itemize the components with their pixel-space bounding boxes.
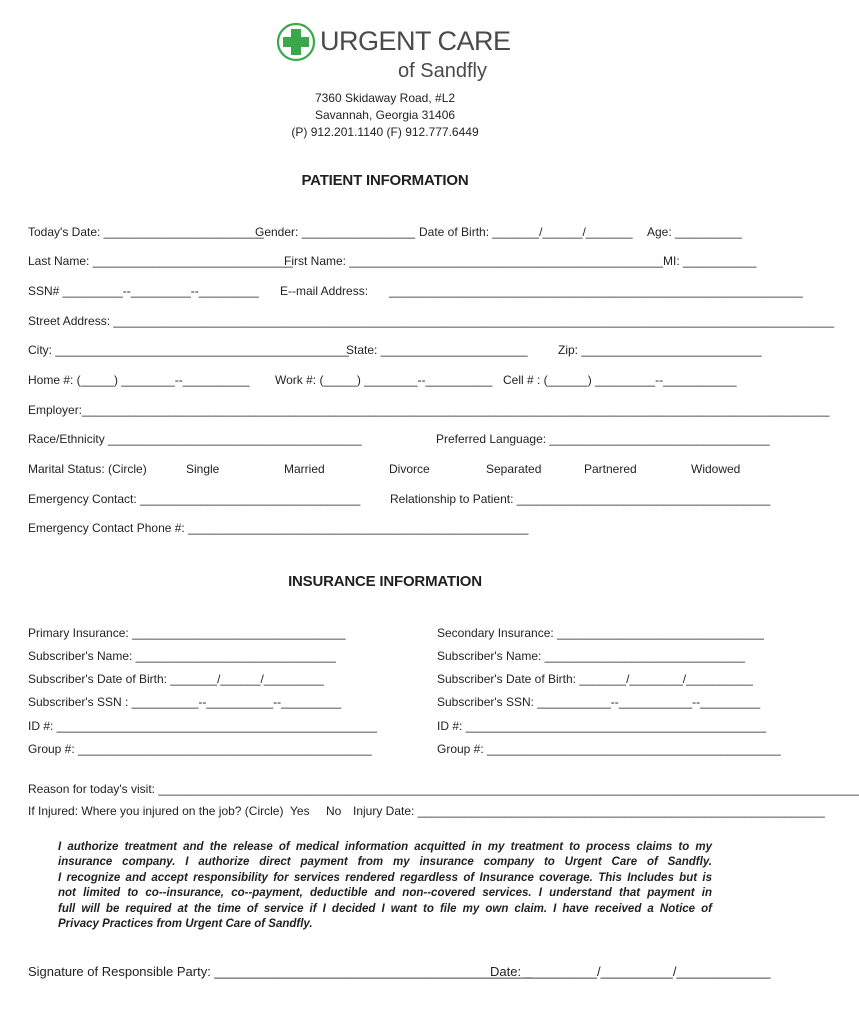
signature-date-field[interactable]: Date: __________/__________/_____________ <box>490 964 771 979</box>
race-ethnicity-field[interactable]: Race/Ethnicity ______________________________________ <box>28 432 362 446</box>
primary-insurance-field[interactable]: Primary Insurance: ________________________________ <box>28 626 346 640</box>
marital-option-separated[interactable]: Separated <box>486 462 542 476</box>
email-field[interactable]: ______________________________________________________________ <box>389 284 803 298</box>
age-field[interactable]: Age: __________ <box>647 225 742 239</box>
marital-option-partnered[interactable]: Partnered <box>584 462 637 476</box>
city-field[interactable]: City: ____________________________________________ <box>28 343 349 357</box>
row-ssn-email <box>28 284 803 300</box>
primary-subscriber-dob-field[interactable]: Subscriber's Date of Birth: _______/______/_________ <box>28 672 324 686</box>
secondary-subscriber-name-field[interactable]: Subscriber's Name: ______________________________ <box>437 649 745 663</box>
work-phone-field[interactable]: Work #: (_____) ________--__________ <box>275 373 493 387</box>
cell-phone-field[interactable]: Cell # : (______) _________--___________ <box>503 373 737 387</box>
row-street <box>28 314 835 330</box>
row-date-gender <box>28 225 742 241</box>
last-name-field[interactable]: Last Name: ______________________________ <box>28 254 293 268</box>
logo-main-text: URGENT CARE <box>320 26 511 56</box>
primary-subscriber-name-field[interactable]: Subscriber's Name: ______________________________ <box>28 649 336 663</box>
todays-date-field[interactable]: Today's Date: ________________________ <box>28 225 264 239</box>
row-marital-status <box>28 462 742 478</box>
employer-field[interactable]: Employer:________________________________________________________________________________________________________________ <box>28 403 830 417</box>
state-field[interactable]: State: ______________________ <box>346 343 528 357</box>
ssn-field[interactable]: SSN# _________--_________--_________ <box>28 284 259 298</box>
relationship-field[interactable]: Relationship to Patient: ______________________________________ <box>390 492 771 506</box>
secondary-group-field[interactable]: Group #: ____________________________________________ <box>437 742 781 756</box>
dob-field[interactable]: Date of Birth: _______/______/_______ <box>419 225 633 239</box>
phone-fax-line: (P) 912.201.1140 (F) 912.777.6449 <box>291 125 479 139</box>
medical-cross-icon <box>276 22 316 62</box>
row-employer <box>28 403 830 419</box>
signature-field[interactable]: Signature of Responsible Party: ____________________________________________ <box>28 964 533 979</box>
logo <box>276 20 511 84</box>
marital-status-label: Marital Status: (Circle) <box>28 462 147 476</box>
marital-option-single[interactable]: Single <box>186 462 220 476</box>
patient-section-title: PATIENT INFORMATION <box>301 172 469 189</box>
email-label: E--mail Address: <box>280 284 369 298</box>
primary-group-field[interactable]: Group #: ____________________________________________ <box>28 742 372 756</box>
consent-paragraph <box>58 840 712 932</box>
row-reason <box>28 782 859 798</box>
consent-line: I recognize and accept responsibility for services rendered regardless of Insurance coverage. This Includes but is <box>58 871 712 884</box>
row-city-state-zip <box>28 343 762 359</box>
row-emergency <box>28 492 771 508</box>
address-line-2: Savannah, Georgia 31406 <box>314 108 456 122</box>
row-phones <box>28 373 742 389</box>
preferred-language-field[interactable]: Preferred Language: _________________________________ <box>436 432 770 446</box>
row-names <box>28 254 757 270</box>
row-injury <box>28 804 825 820</box>
marital-option-married[interactable]: Married <box>284 462 325 476</box>
row-race-language <box>28 432 770 448</box>
consent-line: insurance company. I authorize direct payment from my insurance company to Urgent Care of Sandfly. <box>58 856 712 869</box>
injury-date-field[interactable]: Injury Date: _____________________________________________________________ <box>353 804 825 818</box>
injured-yes-option[interactable]: Yes <box>290 804 310 818</box>
secondary-id-field[interactable]: ID #: _____________________________________________ <box>437 719 766 733</box>
home-phone-field[interactable]: Home #: (_____) ________--__________ <box>28 373 250 387</box>
street-address-field[interactable]: Street Address: ____________________________________________________________________________________________________________ <box>28 314 835 328</box>
insurance-section-title: INSURANCE INFORMATION <box>288 573 482 590</box>
primary-subscriber-ssn-field[interactable]: Subscriber's SSN : __________--__________--_________ <box>28 695 342 709</box>
emergency-contact-field[interactable]: Emergency Contact: _________________________________ <box>28 492 361 506</box>
zip-field[interactable]: Zip: ___________________________ <box>558 343 762 357</box>
consent-line: I authorize treatment and the release of medical information acquitted in my treatment to process claims to my <box>58 841 712 853</box>
reason-for-visit-field[interactable]: Reason for today's visit: _________________________________________________________________________________________________________ <box>28 782 859 796</box>
injured-no-option[interactable]: No <box>326 804 342 818</box>
emergency-phone-field[interactable]: Emergency Contact Phone #: ___________________________________________________ <box>28 521 529 535</box>
consent-line: not limited to co--insurance, co--payment, deductible and non--covered services. I understand that payment in <box>58 887 712 900</box>
logo-sub-text: of Sandfly <box>398 60 487 82</box>
marital-option-widowed[interactable]: Widowed <box>691 462 741 476</box>
first-name-field[interactable]: First Name: _______________________________________________MI: ___________ <box>284 254 757 268</box>
primary-id-field[interactable]: ID #: ________________________________________________ <box>28 719 378 733</box>
secondary-insurance-field[interactable]: Secondary Insurance: _______________________________ <box>437 626 764 640</box>
injured-on-job-label: If Injured: Where you injured on the job? (Circle) <box>28 804 284 818</box>
secondary-subscriber-dob-field[interactable]: Subscriber's Date of Birth: _______/________/__________ <box>437 672 753 686</box>
consent-line: Privacy Practices from Urgent Care of Sandfly. <box>58 918 313 931</box>
gender-field[interactable]: Gender: _________________ <box>255 225 416 239</box>
marital-option-divorce[interactable]: Divorce <box>389 462 430 476</box>
secondary-subscriber-ssn-field[interactable]: Subscriber's SSN: ___________--___________--_________ <box>437 695 761 709</box>
address-line-1: 7360 Skidaway Road, #L2 <box>314 91 456 105</box>
row-emergency-phone <box>28 521 742 537</box>
consent-line: full will be required at the time of service if I decided I want to file my own claim. I have received a Notice of <box>58 902 712 915</box>
